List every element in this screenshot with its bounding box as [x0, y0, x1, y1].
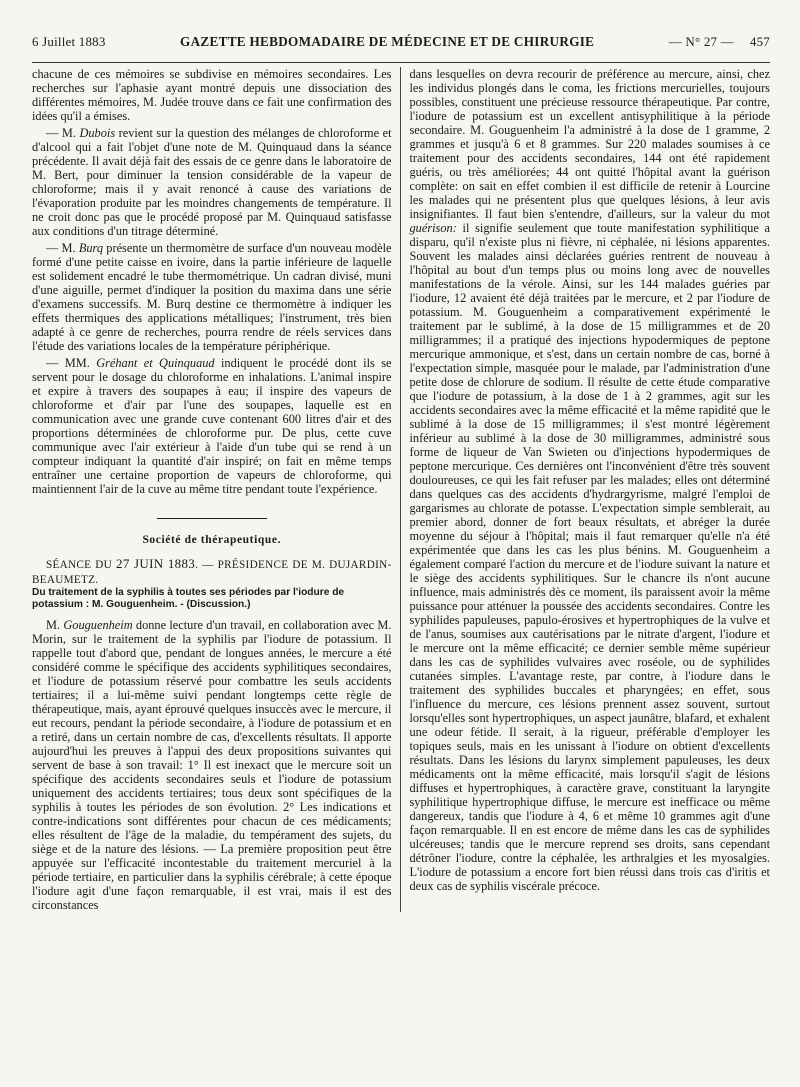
right-column — [400, 67, 771, 912]
seance-line: SÉANCE DU 27 JUIN 1883. — PRÉSIDENCE DE M. DUJARDIN-BEAUMETZ. — [32, 556, 392, 586]
paragraph: — M. Dubois revient sur la question des mélanges de chloroforme et d'alcool qui a fait l'objet d'une note de M. Quinquaud dans la séance précédente. Il avait déjà fait des essais de ce genre dans le laboratoire de M. Bert, pour diminuer la tension considérable de la vapeur de chloroforme; mais il y avait renoncé à cause des variations de l'évaporation produite par les moindres changements de température. Il ne croit donc pas que le procédé proposé par M. Quinquaud satisfasse aux conditions d'un titrage déterminé. — [32, 126, 392, 238]
journal-title: GAZETTE HEBDOMADAIRE DE MÉDECINE ET DE CHIRURGIE — [180, 34, 595, 49]
discussion-subtitle: Du traitement de la syphilis à toutes ses périodes par l'iodure de potassium : M. Gouguenheim. - (Discussion.) — [32, 587, 345, 611]
paragraph: chacune de ces mémoires se subdivise en mémoires secondaires. Les recherches sur l'aphasie ayant montré depuis une dissociation des différentes mémoires, M. Judée trouve dans ce fait une confirmation des idées qu'il a émises. — [32, 67, 392, 123]
author-name: Gouguenheim — [63, 617, 133, 632]
author-name: Dubois — [79, 126, 116, 140]
author-name: Gréhant et Quinquaud — [96, 356, 215, 370]
issue-number: — N° 27 — — [668, 34, 734, 49]
paragraph: — M. Burq présente un thermomètre de surface d'un nouveau modèle formé d'une petite caisse en ivoire, dans la partie inférieure de laquelle est solidement encadré le tube thermométrique. Un cadran divisé, muni d'une aiguille, permet d'indiquer la position du maxima dans une série d'examens successifs. M. Burq destine ce thermomètre à indiquer les effets thermiques des applications métalliques; l'instrument, très bien adapté à ce genre de recherches, pourra rendre de réels services dans l'étude des variations locales de la température périphérique. — [32, 241, 392, 353]
columns — [32, 67, 770, 912]
page-number: 457 — [749, 34, 770, 49]
left-column — [32, 67, 400, 912]
paragraph: M. Gouguenheim donne lecture d'un travail, en collaboration avec M. Morin, sur le traitement de la syphilis par l'iodure de potassium. Il rappelle tout d'abord que, pendant de longues années, le mercure a été considéré comme le spécifique des accidents syphilitiques secondaires, et l'iodure de potassium réservé pour combattre les seuls accidents tertiaires; il a lui-même suivi pendant longtemps cette règle de thérapeutique, mais, ayant éprouvé quelques insuccès avec le mercure, il eut recours, pendant la période secondaire, à l'iodure de potassium et en a retiré, dans un certain nombre de cas, d'excellents résultats. Il apporte aujourd'hui les preuves à l'appui des deux propositions suivantes qui servent de base à son travail: 1° Il est inexact que le mercure soit un spécifique des accidents secondaires seuls et l'iodure de potassium uniquement des accidents tertiaires; tous deux sont spécifiques de la syphilis à toutes les périodes de son évolution. 2° Les indications et contre-indications sont différentes pour chacun de ces médicaments; elles résultent de l'âge de la maladie, du tempérament des sujets, du siège et de la nature des lésions. — La première proposition peut être appuyée sur l'efficacité incontestable du traitement mercuriel à la période tertiaire, en particulier dans la syphilis cérébrale; à cette époque l'iodure agit d'une façon remarquable, il est vrai, mais il est des circonstances — [32, 617, 392, 912]
header-right — [669, 34, 770, 50]
paragraph: — MM. Gréhant et Quinquaud indiquent le procédé dont ils se servent pour le dosage du chloroforme en inhalations. L'animal inspire et expire à travers des soupapes à eau; il inspire des vapeurs de chloroforme et d'air par l'une des soupapes, laquelle est en communication avec une grande cuve contenant 600 litres d'air et des proportions déterminées de chloroforme pur. De plus, cette cuve communique avec l'air extérieur à l'aide d'un tube qui se rend à un compteur indiquant la quantité d'air inspiré; on fait en même temps entraîner une certaine proportion de vapeurs de chloroforme, qui maintiennent l'air de la cuve au même titre pendant toute l'expérience. — [32, 356, 392, 496]
section-title: Société de thérapeutique. — [142, 534, 282, 546]
author-name: Burq — [78, 241, 104, 255]
paragraph: dans lesquelles on devra recourir de préférence au mercure, ainsi, chez les individus plongés dans le coma, les frictions mercurielles, toujours possibles, constituent une précieuse ressource thérapeutique. Par contre, l'iodure de potassium est un excellent antisyphilitique à la période secondaire. M. Gouguenheim l'a administré à la dose de 1 gramme, 2 grammes et jusqu'à 6 et 8 grammes. Sur 220 malades soumises à ce traitement pour des accidents secondaires, 144 ont été rapidement guéris, ou très améliorées; 44 ont quitté l'hôpital avant la guérison complète: on sait en effet combien il est difficile de retenir à Lourcine les malades qui ne présentent plus que quelques lésions, à leur avis insignifiantes. Il faut bien s'entendre, d'ailleurs, sur la valeur du mot guérison: il signifie seulement que toute manifestation syphilitique a disparu, qu'il n'existe plus ni fièvre, ni céphalée, ni lésions apparentes. Souvent les malades ainsi déclarées guéries rentrent de nouveau à l'hôpital au bout d'un temps plus ou moins long avec de nouvelles manifestations de la vérole. Ainsi, sur les 144 malades guéries par l'iodure, 12 avaient été déjà traitées par le mercure, et 2 par l'iodure de potassium. M. Gouguenheim a comparativement expérimenté le traitement par le sublimé, à la dose de 15 milligrammes et de 20 milligrammes; il a pratiqué des injections hypodermiques de peptone mercurique ammonique, et s'est, dans un certain nombre de cas, borné à l'expectation simple, masquée pour le malade, par l'administration d'une petite dose de chlorure de sodium. Il résulte de cette étude comparative que l'iodure de potassium, à la dose de 1 à 2 grammes, agit sur les accidents secondaires avec la même efficacité et la même rapidité que le sublimé à la dose de 15 milligrammes; il s'est montré légèrement inférieur au sublimé à la dose de 30 milligrammes, administré sous forme de liqueur de Van Swieten ou d'injections hypodermiques de peptone mercurique. Ces dernières ont l'inconvénient d'être très souvent douloureuses, ce qui les fait refuser par les malades; elles ont déterminé dans quelques cas des accidents d'hydrargyrisme, malgré l'emploi de gargarismes au chlorate de potasse. L'expectation simple semblerait, au premier abord, donner de fort beaux résultats, et abréger la durée moyenne du séjour à l'hôpital; mais il faut remarquer qu'elle n'a été expérimentée que dans les cas les plus bénins. M. Gouguenheim a également comparé l'action du mercure et de l'iodure suivant la nature et le siège des accidents syphilitiques. Sur le chancre ils n'ont aucune influence, mais administrés dès ce moment, ils paraissent avoir la même puissance pour atténuer la poussée des accidents secondaires. Contre les syphilides papuleuses, papulo-érosives et hypertrophiques de la vulve et de l'anus, soumises aux cautérisations par le nitrate d'argent, l'iodure et le mercure ont la même efficacité; ce dernier semble même supérieur dans les cas de syphilides vulvaires avec roséole, ou de syphilides cutanées simples. L'avantage reste, par contre, à l'iodure dans le traitement des syphilides buccales et pharyngées; en effet, sous l'influence du mercure, ces lésions prennent assez souvent, surtout lorsqu'elles sont hypertrophiques, un aspect jaunâtre, blafard, et exhalent une odeur fétide. Il serait, à la rigueur, préférable d'employer les topiques seuls, mais en les unissant à l'iodure on obtient d'excellents résultats. Dans les lésions du larynx simplement papuleuses, les deux médicaments ont la même efficacité, mais lorsqu'il s'agit de lésions diffuses et hypertrophiques, à caractère grave, constituant la laryngite syphilitique hypertrophique diffuse, le mercure est inefficace ou même dangereux, tandis que l'iodure à 4, 6 et même 10 grammes agit d'une façon remarquable. Il en est encore de même dans les cas de syphilides ulcéreuses; tandis que le mercure reprend ses droits, sans cependant détrôner l'iodure, contre la céphalée, les arthralgies et les myosalgies. L'iodure de potassium a encore fort bien réussi dans trois cas d'iritis et deux cas de syphilis viscérale précoce. — [409, 67, 770, 893]
header-date: 6 Juillet 1883 — [32, 34, 106, 49]
header-rule — [32, 62, 770, 63]
page-header — [32, 34, 770, 60]
emphasized-word: guérison: — [409, 221, 457, 235]
section-divider — [157, 518, 267, 519]
